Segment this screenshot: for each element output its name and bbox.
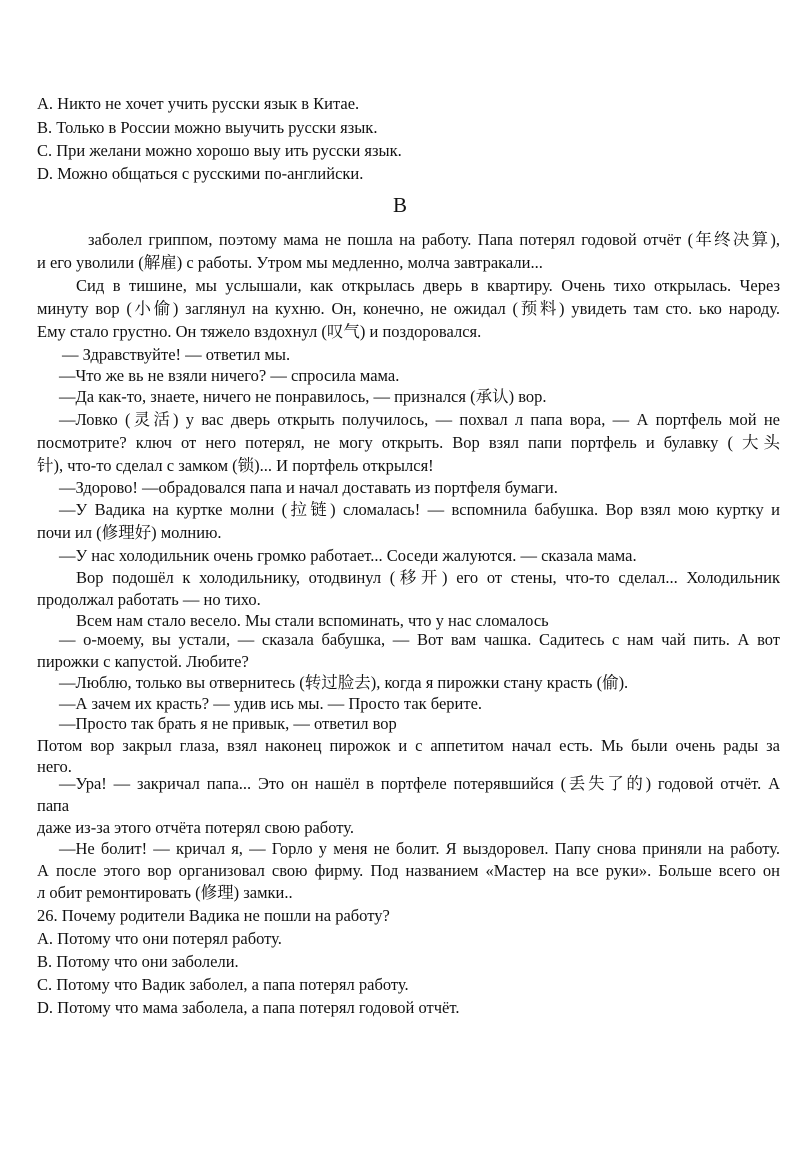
passage-line: пирожки с капустой. Любите? <box>37 652 249 671</box>
passage-line: — о-моему, вы устали, — сказала бабушка, — Вот вам чашка. Садитесь с нам чай пить. А вот <box>59 630 780 649</box>
passage-line: 针), что-то сделал с замком (锁)... И портфель открылся! <box>37 456 434 475</box>
passage-line: минуту вор (小偷) заглянул на кухню. Он, конечно, не ожидал (预料) увидеть там сто. ько народу. <box>37 299 780 318</box>
passage-line: посмотрите? ключ от него потерял, не могу открыть. Вор взял папи портфель и булавку ( 大头 <box>37 433 780 452</box>
passage-line: А после этого вор организовал свою фирму. Под названием «Мастер на все руки». Больше всего он <box>37 861 780 880</box>
passage-line: Сид в тишине, мы услышали, как открылась дверь в квартиру. Очень тихо открылась. Через <box>76 276 780 295</box>
question-option-b: B. Потому что они заболели. <box>37 952 239 971</box>
passage-line: Потом вор закрыл глаза, взял наконец пирожок и с аппетитом начал есть. Мь были очень рады за <box>37 736 780 755</box>
passage-line: —Здорово! —обрадовался папа и начал доставать из портфеля бумаги. <box>59 478 558 497</box>
passage-line: —Просто так брать я не привык, — ответил вор <box>59 714 397 733</box>
passage-line: заболел гриппом, поэтому мама не пошла на работу. Папа потерял годовой отчёт (年终决算), <box>88 230 780 249</box>
passage-line: Вор подошёл к холодильнику, отодвинул (移开) его от стены, что-то сделал... Холодильник <box>76 568 780 587</box>
passage-line: Ему стало грустно. Он тяжело вздохнул (叹气) и поздоровался. <box>37 322 482 341</box>
passage-line: —Да как-то, знаете, ничего не понравилось, — признался (承认) вор. <box>59 387 547 406</box>
prev-option-c: C. При желани можно хорошо выу ить русски язык. <box>37 141 402 160</box>
question-stem: 26. Почему родители Вадика не пошли на работу? <box>37 906 390 925</box>
passage-line: папа <box>37 796 70 815</box>
passage-line: —Не болит! — кричал я, — Горло у меня не болит. Я выздоровел. Папу снова приняли на работу. <box>59 839 780 858</box>
passage-line: Всем нам стало весело. Мы стали вспоминать, что у нас сломалось <box>76 611 549 630</box>
passage-line: —Что же вь не взяли ничего? — спросила мама. <box>59 366 400 385</box>
passage-line: даже из-за этого отчёта потерял свою работу. <box>37 818 354 837</box>
passage-line: него. <box>37 757 72 776</box>
question-option-d: D. Потому что мама заболела, а папа потерял годовой отчёт. <box>37 998 460 1017</box>
passage-line: почи ил (修理好) молнию. <box>37 523 222 542</box>
prev-option-a: A. Никто не хочет учить русски язык в Китае. <box>37 94 360 113</box>
question-option-a: A. Потому что они потерял работу. <box>37 929 282 948</box>
passage-line: и его уволили (解雇) с работы. Утром мы медленно, молча завтракали... <box>37 253 543 272</box>
passage-line: —У нас холодильник очень громко работает... Соседи жалуются. — сказала мама. <box>59 546 637 565</box>
passage-line: —Ура! — закричал папа... Это он нашёл в портфеле потерявшийся (丢失了的) годовой отчёт. А <box>59 774 780 793</box>
passage-line: —Люблю, только вы отвернитесь (转过脸去), когда я пирожки стану красть (偷). <box>59 673 629 692</box>
passage-line: —У Вадика на куртке молни (拉链) сломалась! — вспомнила бабушка. Вор взял мою куртку и <box>59 500 780 519</box>
passage-line: —А зачем их красть? — удив ись мы. — Просто так берите. <box>59 694 483 713</box>
prev-option-b: B. Только в России можно выучить русски язык. <box>37 118 378 137</box>
passage-line: —Ловко (灵活) у вас дверь открыть получилось, — похвал л папа вора, — А портфель мой не <box>59 410 780 429</box>
prev-option-d: D. Можно общаться с русскими по-английски. <box>37 164 364 183</box>
passage-line: продолжал работать — но тихо. <box>37 590 261 609</box>
section-title: B <box>392 193 407 217</box>
passage-line: л обит ремонтировать (修理) замки.. <box>37 883 293 902</box>
question-option-c: C. Потому что Вадик заболел, а папа потерял работу. <box>37 975 409 994</box>
passage-line: — Здравствуйте! — ответил мы. <box>62 345 291 364</box>
